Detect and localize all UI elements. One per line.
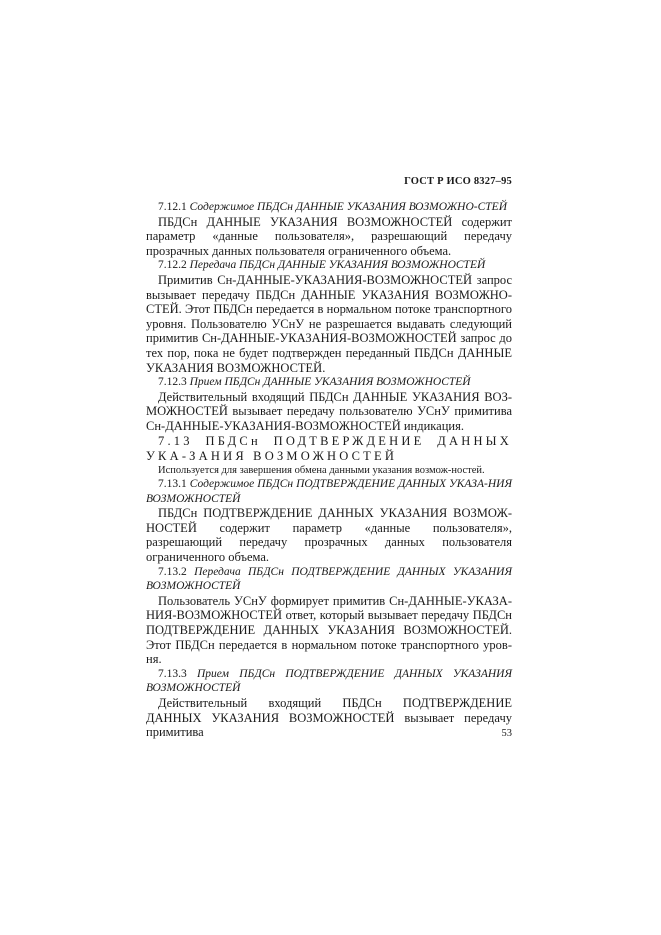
paragraph-text: Используется для завершения обмена данными указания возмож-ностей.: [158, 464, 485, 476]
standard-header: ГОСТ Р ИСО 8327–95: [404, 176, 512, 187]
paragraph: [146, 464, 512, 478]
section-title: Содержимое ПБДСн ПОДТВЕРЖДЕНИЕ ДАННЫХ УКАЗА-НИЯ ВОЗМОЖНОСТЕЙ: [146, 478, 512, 505]
section-heading-7-13-1: [146, 477, 512, 506]
paragraph: [146, 506, 512, 564]
section-title: ПБДСн ПОДТВЕРЖДЕНИЕ ДАННЫХ УКА-ЗАНИЯ ВОЗМОЖНОСТЕЙ: [146, 433, 512, 463]
section-heading-7-13-2: [146, 565, 512, 594]
paragraph: [146, 390, 512, 434]
paragraph-text: Действительный входящий ПБДСн ПОДТВЕРЖДЕНИЕ ДАННЫХ УКАЗАНИЯ ВОЗМОЖНОСТЕЙ вызывает передачу примитива: [146, 696, 512, 740]
section-heading-7-12-1: [146, 200, 512, 215]
document-page: [146, 0, 512, 935]
paragraph: [146, 215, 512, 259]
page-number: 53: [501, 728, 512, 739]
paragraph: [146, 273, 512, 375]
document-body: [146, 200, 512, 740]
paragraph-text: Действительный входящий ПБДСн ДАННЫЕ УКАЗАНИЯ ВОЗ-МОЖНОСТЕЙ вызывает передачу пользователю УСнУ примитива Сн-ДАННЫЕ-УКАЗАНИЯ-ВОЗМОЖНОСТЕЙ индикация.: [146, 389, 512, 433]
section-number: 7.12.1: [158, 201, 187, 213]
section-number: 7.13: [158, 433, 193, 448]
section-title: Передача ПБДСн ПОДТВЕРЖДЕНИЕ ДАННЫХ УКАЗАНИЯ ВОЗМОЖНОСТЕЙ: [146, 565, 513, 593]
paragraph-text: ПБДСн ПОДТВЕРЖДЕНИЕ ДАННЫХ УКАЗАНИЯ ВОЗМОЖ-НОСТЕЙ содержит параметр «данные пользователя», разрешающий передачу прозрачных данных пользователя ограниченного объема.: [146, 506, 512, 565]
section-heading-7-13: [146, 434, 512, 464]
section-number: 7.12.3: [158, 376, 187, 389]
paragraph-text: Примитив Сн-ДАННЫЕ-УКАЗАНИЯ-ВОЗМОЖНОСТЕЙ запрос вызывает передачу ПБДСн ДАННЫЕ УКАЗАНИЯ ВОЗМОЖНО-СТЕЙ. Этот ПБДСн передается в нормальном потоке транспортного уровня. Пользователю УСнУ не разрешается выдавать следующий примитив Сн-ДАННЫЕ-УКАЗАНИЯ-ВОЗМОЖНОСТЕЙ запрос до тех пор, пока не будет подтвержден переданный ПБДСн ДАННЫЕ УКАЗАНИЯ ВОЗМОЖНОСТЕЙ.: [146, 272, 512, 375]
section-number: 7.13.1: [158, 478, 187, 491]
paragraph-text: ПБДСн ДАННЫЕ УКАЗАНИЯ ВОЗМОЖНОСТЕЙ содержит параметр «данные пользователя», разрешающий передачу прозрачных данных пользователя ограниченного объема.: [146, 214, 512, 258]
section-number: 7.13.2: [158, 565, 187, 578]
section-heading-7-12-2: [146, 258, 512, 273]
section-heading-7-13-3: [146, 667, 512, 696]
section-title: Содержимое ПБДСн ДАННЫЕ УКАЗАНИЯ ВОЗМОЖНО-СТЕЙ: [189, 201, 507, 213]
paragraph-text: Пользователь УСнУ формирует примитив Сн-ДАННЫЕ-УКАЗА-НИЯ-ВОЗМОЖНОСТЕЙ ответ, который вызывает передачу ПБДСн ПОДТВЕРЖДЕНИЕ ДАННЫХ УКАЗАНИЯ ВОЗМОЖНОСТЕЙ. Этот ПБДСн передается в нормальном потоке транспортного уров-ня.: [146, 593, 512, 667]
section-title: Прием ПБДСн ДАННЫЕ УКАЗАНИЯ ВОЗМОЖНОСТЕЙ: [189, 376, 471, 389]
paragraph: [146, 696, 512, 740]
section-title: Передача ПБДСн ДАННЫЕ УКАЗАНИЯ ВОЗМОЖНОСТЕЙ: [189, 259, 486, 272]
section-number: 7.12.2: [158, 259, 187, 272]
section-number: 7.13.3: [158, 667, 187, 680]
section-heading-7-12-3: [146, 375, 512, 390]
paragraph: [146, 594, 512, 667]
section-title: Прием ПБДСн ПОДТВЕРЖДЕНИЕ ДАННЫХ УКАЗАНИЯ ВОЗМОЖНОСТЕЙ: [146, 667, 513, 695]
